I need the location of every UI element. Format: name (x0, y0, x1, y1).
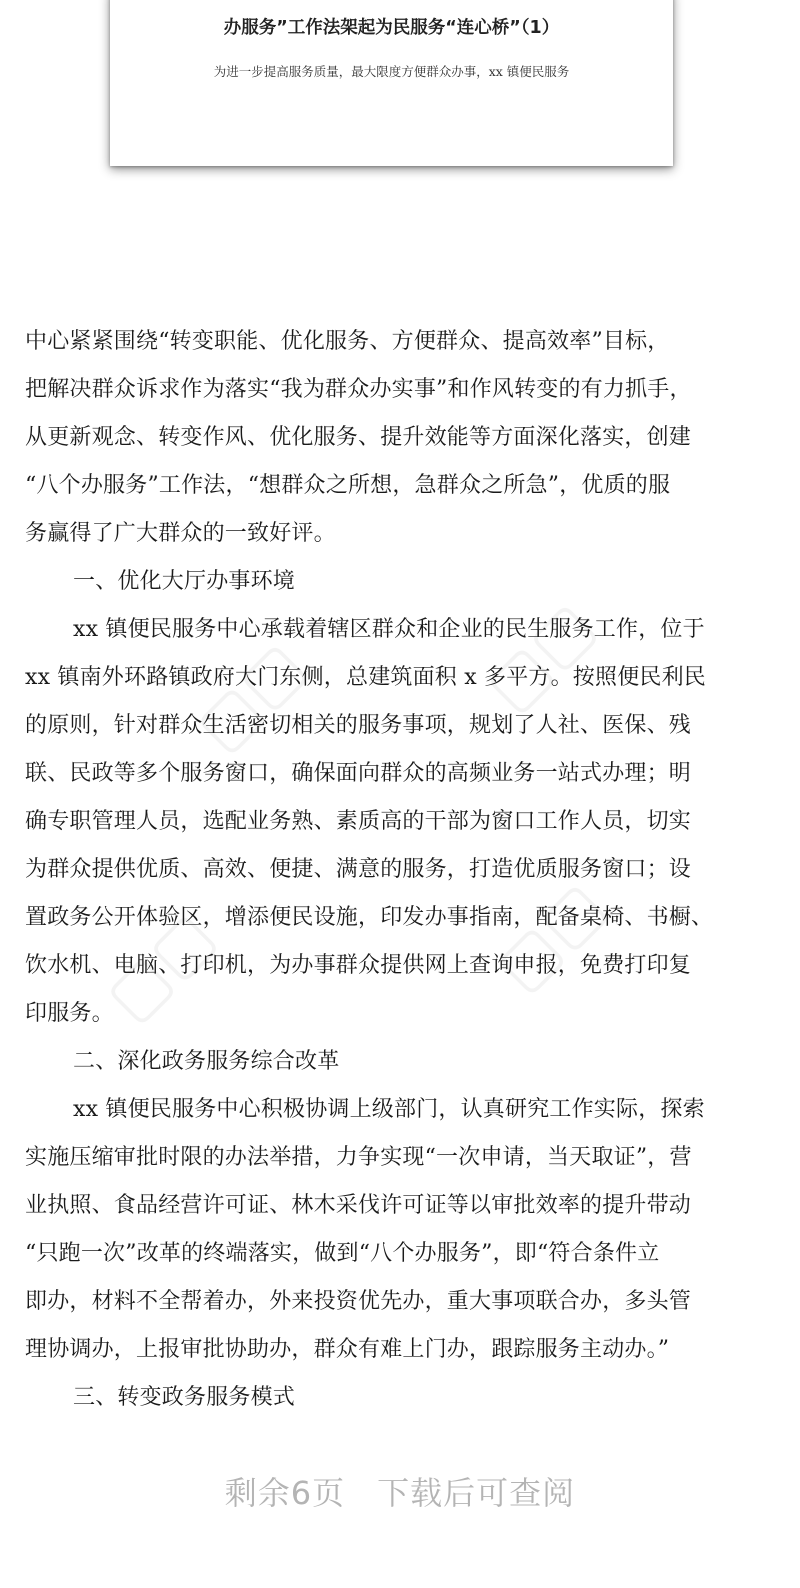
paragraph-line: 实施压缩审批时限的办法举措，力争实现“一次申请，当天取证”，营 (25, 1145, 692, 1170)
paragraph-line: “八个办服务”工作法，“想群众之所想，急群众之所急”，优质的服 (25, 473, 671, 498)
paragraph-line: 确专职管理人员，选配业务熟、素质高的干部为窗口工作人员，切实 (25, 809, 692, 834)
watermark-icon: ▢▢ (481, 868, 620, 1006)
paragraph-line: 为群众提供优质、高效、便捷、满意的服务，打造优质服务窗口；设 (25, 857, 692, 882)
document-header-card (110, 0, 673, 166)
watermark-icon: ▢▢ (181, 628, 320, 766)
paragraph-line: xx 镇便民服务中心积极协调上级部门，认真研究工作实际，探索 (73, 1097, 705, 1122)
watermark-icon: ▢▢ (471, 588, 610, 726)
section-heading: 三、转变政务服务模式 (73, 1385, 296, 1410)
download-to-view-text[interactable]: 下载后可查阅 (377, 1474, 576, 1512)
paragraph-line: “只跑一次”改革的终端落实，做到“八个办服务”，即“符合条件立 (25, 1241, 660, 1266)
paragraph-line: 务赢得了广大群众的一致好评。 (25, 521, 336, 546)
paragraph-line: 印服务。 (25, 1001, 114, 1026)
section-heading: 二、深化政务服务综合改革 (73, 1049, 340, 1074)
watermark-icon: ▢▢ (91, 898, 230, 1036)
paragraph-line: 中心紧紧围绕“转变职能、优化服务、方便群众、提高效率”目标， (25, 329, 670, 354)
paragraph-line: 的原则，针对群众生活密切相关的服务事项，规划了人社、医保、残 (25, 713, 692, 738)
paragraph-line: xx 镇南外环路镇政府大门东侧，总建筑面积 x 多平方。按照便民利民 (25, 665, 707, 690)
paragraph-line: xx 镇便民服务中心承载着辖区群众和企业的民生服务工作，位于 (73, 617, 705, 642)
paragraph-line: 从更新观念、转变作风、优化服务、提升效能等方面深化落实，创建 (25, 425, 692, 450)
download-prompt[interactable] (0, 1468, 800, 1514)
remaining-pages-text[interactable]: 剩余6页 (224, 1474, 346, 1512)
paragraph-line: 把解决群众诉求作为落实“我为群众办实事”和作风转变的有力抓手， (25, 377, 692, 402)
document-title: 办服务”工作法架起为民服务“连心桥”（1） (223, 18, 560, 38)
paragraph-line: 联、民政等多个服务窗口，确保面向群众的高频业务一站式办理；明 (25, 761, 692, 786)
document-body (25, 318, 770, 1422)
paragraph-line: 即办，材料不全帮着办，外来投资优先办，重大事项联合办，多头管 (25, 1289, 692, 1314)
document-subtitle: 为进一步提高服务质量，最大限度方便群众办事，xx 镇便民服务 (213, 64, 570, 79)
section-heading: 一、优化大厅办事环境 (73, 569, 296, 594)
paragraph-line: 理协调办，上报审批协助办，群众有难上门办，跟踪服务主动办。” (25, 1337, 670, 1362)
paragraph-line: 饮水机、电脑、打印机，为办事群众提供网上查询申报，免费打印复 (25, 953, 692, 978)
paragraph-line: 置政务公开体验区，增添便民设施，印发办事指南，配备桌椅、书橱、 (25, 905, 714, 930)
paragraph-line: 业执照、食品经营许可证、林木采伐许可证等以审批效率的提升带动 (25, 1193, 692, 1218)
